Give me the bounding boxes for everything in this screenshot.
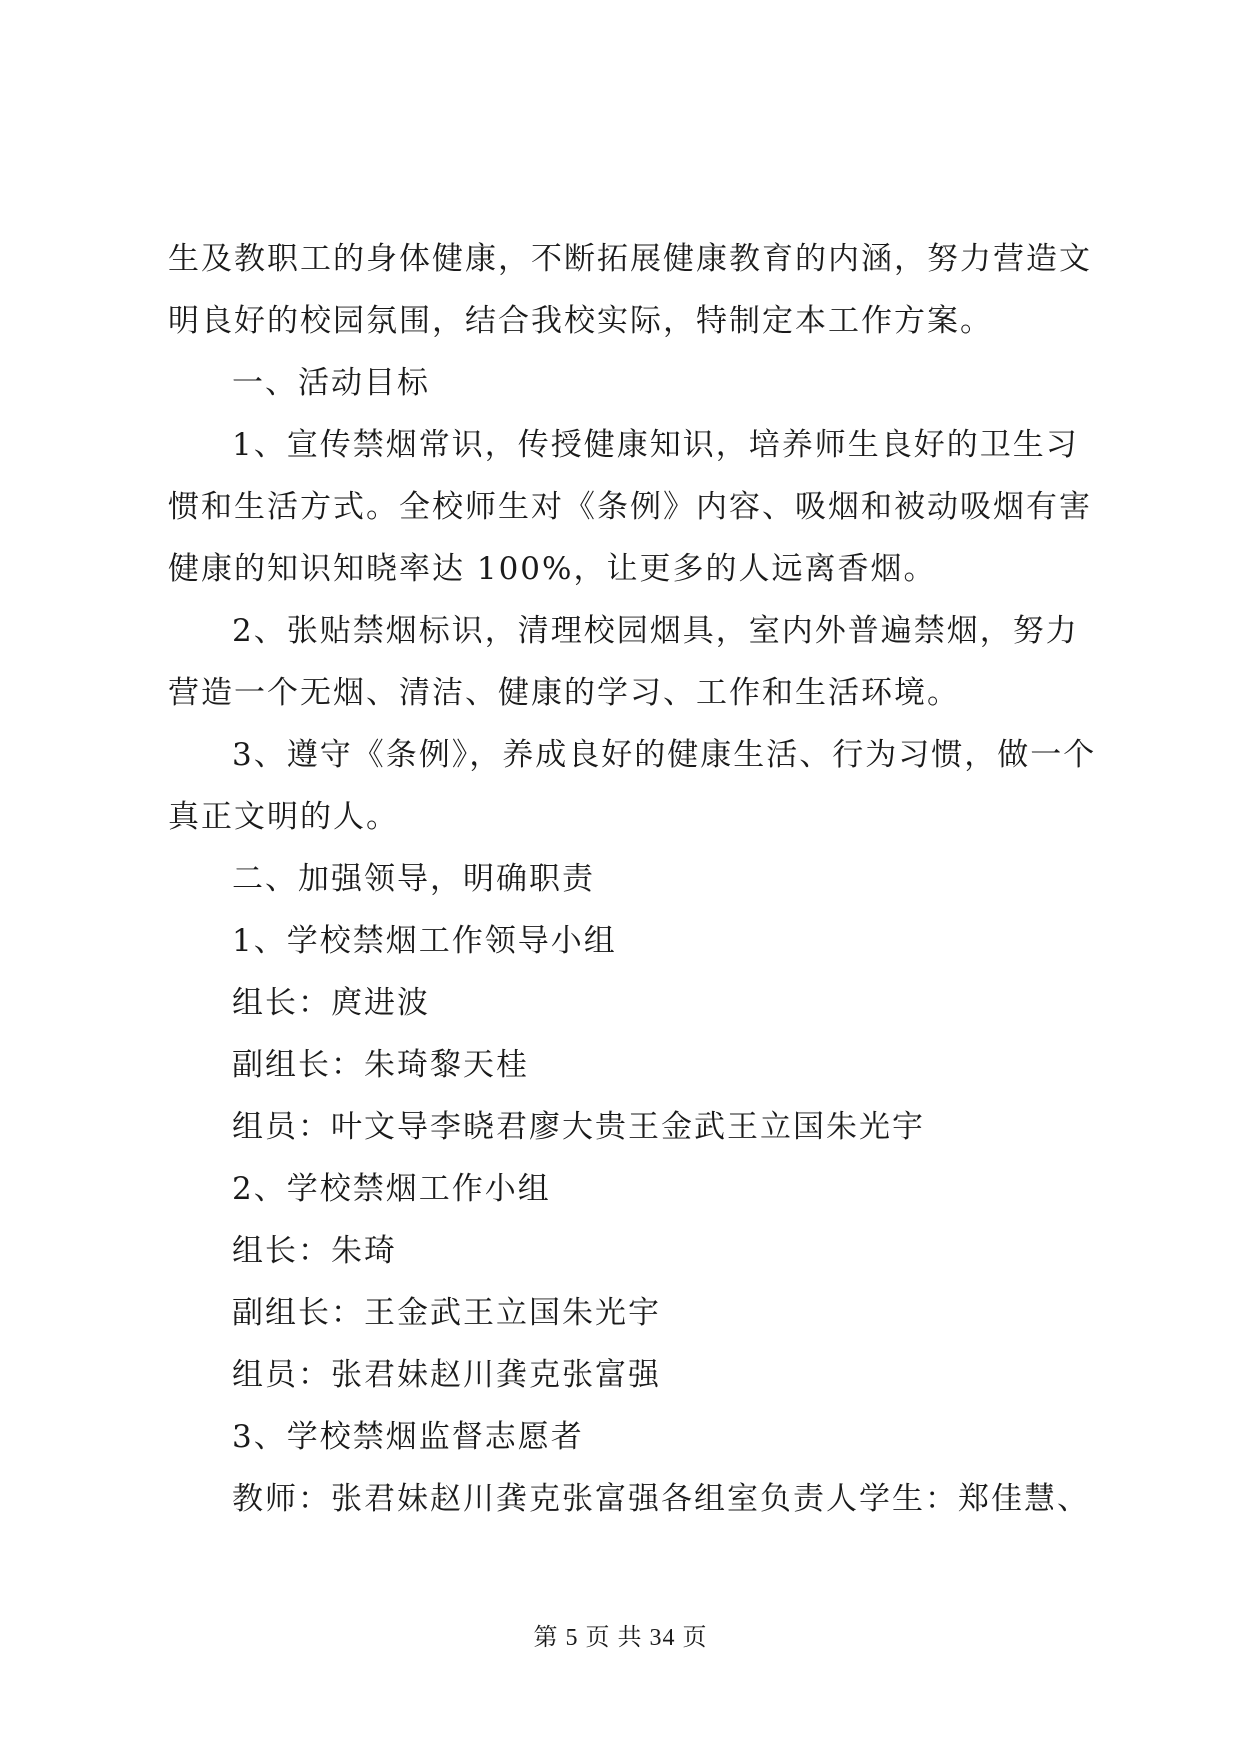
paragraph-line: 组员：叶文导李晓君廖大贵王金武王立国朱光宇 xyxy=(232,1109,925,1145)
paragraph-line: 组长：朱琦 xyxy=(232,1233,397,1269)
paragraph-line: 生及教职工的身体健康，不断拓展健康教育的内涵，努力营造文 xyxy=(168,241,1092,277)
paragraph-line: 教师：张君妹赵川龚克张富强各组室负责人学生：郑佳慧、 xyxy=(232,1481,1090,1517)
paragraph-line: 惯和生活方式。全校师生对《条例》内容、吸烟和被动吸烟有害 xyxy=(168,489,1092,525)
subsection-heading: 1、学校禁烟工作领导小组 xyxy=(232,923,617,959)
paragraph-line: 明良好的校园氛围，结合我校实际，特制定本工作方案。 xyxy=(168,303,993,339)
paragraph-line: 2、张贴禁烟标识，清理校园烟具，室内外普遍禁烟，努力 xyxy=(232,613,1079,649)
paragraph-line: 组员：张君妹赵川龚克张富强 xyxy=(232,1357,661,1393)
paragraph-line: 组长：庹进波 xyxy=(232,985,430,1021)
paragraph-line: 营造一个无烟、清洁、健康的学习、工作和生活环境。 xyxy=(168,675,960,711)
section-heading: 二、加强领导，明确职责 xyxy=(232,861,595,897)
section-heading: 一、活动目标 xyxy=(232,365,430,401)
document-body xyxy=(168,228,1108,1530)
paragraph-line: 真正文明的人。 xyxy=(168,799,399,835)
paragraph-line: 1、宣传禁烟常识，传授健康知识，培养师生良好的卫生习 xyxy=(232,427,1079,463)
paragraph-line: 副组长：朱琦黎天桂 xyxy=(232,1047,529,1083)
paragraph-line: 3、遵守《条例》，养成良好的健康生活、行为习惯，做一个 xyxy=(232,737,1097,773)
subsection-heading: 3、学校禁烟监督志愿者 xyxy=(232,1419,584,1455)
subsection-heading: 2、学校禁烟工作小组 xyxy=(232,1171,551,1207)
paragraph-line: 健康的知识知晓率达 100%，让更多的人远离香烟。 xyxy=(168,551,937,587)
paragraph-line: 副组长：王金武王立国朱光宇 xyxy=(232,1295,661,1331)
page-number-footer: 第 5 页 共 34 页 xyxy=(533,1625,708,1651)
